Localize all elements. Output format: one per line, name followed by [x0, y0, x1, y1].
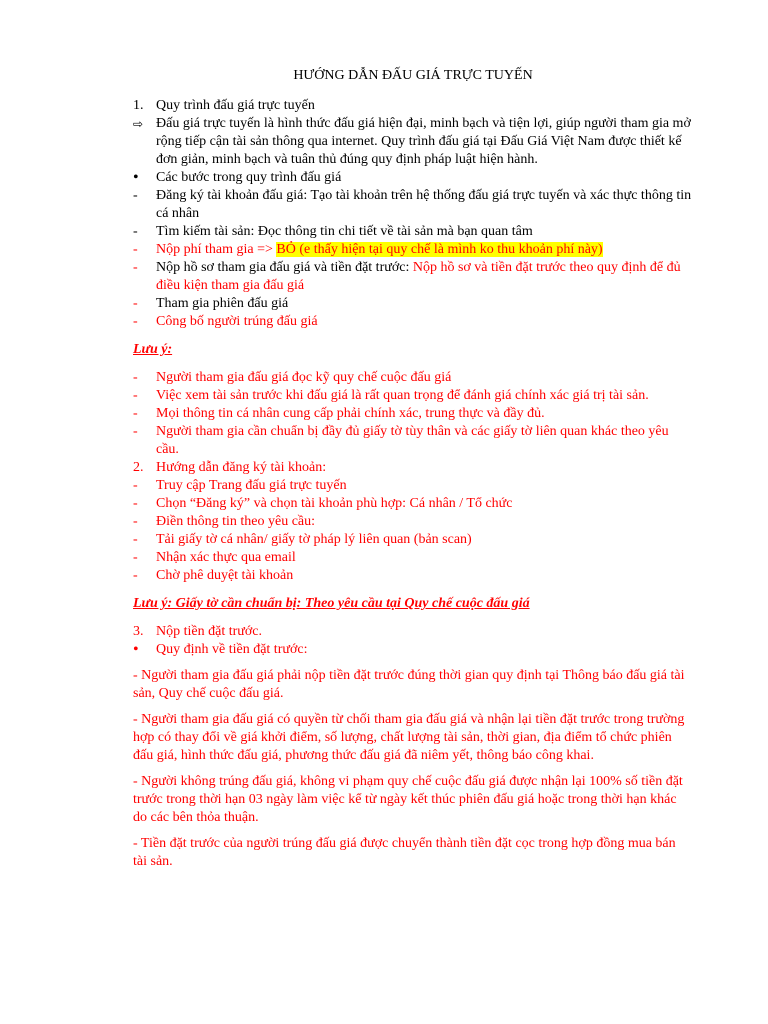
- list-item: [133, 241, 693, 259]
- page-title: HƯỚNG DẪN ĐẤU GIÁ TRỰC TUYẾN: [293, 68, 533, 83]
- dash-marker: -: [133, 242, 138, 257]
- list-item: [133, 295, 693, 313]
- dash-marker: -: [133, 388, 138, 403]
- register-step-text: Tải giấy tờ cá nhân/ giấy tờ pháp lý liên quan (bản scan): [156, 532, 472, 547]
- dash-marker: -: [133, 314, 138, 329]
- step-text: Tham gia phiên đấu giá: [156, 296, 289, 311]
- section-3-heading: [133, 623, 693, 641]
- list-item: [133, 477, 693, 495]
- bullet-icon: •: [133, 169, 139, 186]
- dash-marker: -: [133, 496, 138, 511]
- step-text: Nộp hồ sơ tham gia đấu giá và tiền đặt trước:: [156, 260, 413, 275]
- list-item: [133, 369, 693, 387]
- list-item: [133, 495, 693, 513]
- register-step-text: Chờ phê duyệt tài khoản: [156, 568, 294, 583]
- note-text: Mọi thông tin cá nhân cung cấp phải chính xác, trung thực và đầy đủ.: [156, 406, 545, 421]
- dash-marker: -: [133, 532, 138, 547]
- intro-paragraph: [133, 115, 693, 169]
- dash-marker: -: [133, 370, 138, 385]
- dash-marker: -: [133, 296, 138, 311]
- list-item: [133, 387, 693, 405]
- deposit-rules-text: Quy định về tiền đặt trước:: [156, 642, 308, 657]
- dash-marker: -: [133, 550, 138, 565]
- list-item: [133, 567, 693, 585]
- section-2-heading: [133, 459, 693, 477]
- list-item: [133, 423, 693, 459]
- section-heading-text: Nộp tiền đặt trước.: [156, 624, 262, 639]
- list-number: 3.: [133, 624, 144, 639]
- steps-heading-text: Các bước trong quy trình đấu giá: [156, 170, 342, 185]
- dash-marker: -: [133, 406, 138, 421]
- deposit-paragraph: - Tiền đặt trước của người trúng đấu giá được chuyển thành tiền đặt cọc trong hợp đồng mua bán tài sản.: [133, 836, 676, 869]
- dash-marker: -: [133, 424, 138, 439]
- bullet-icon: •: [133, 641, 139, 658]
- note-text: Người tham gia đấu giá đọc kỹ quy chế cuộc đấu giá: [156, 370, 452, 385]
- dash-marker: -: [133, 224, 138, 239]
- step-text: Công bố người trúng đấu giá: [156, 314, 318, 329]
- document-page: [133, 67, 693, 879]
- step-text: Nộp phí tham gia =>: [156, 242, 277, 257]
- note-list: [133, 369, 693, 585]
- dash-marker: -: [133, 514, 138, 529]
- register-step-text: Điền thông tin theo yêu cầu:: [156, 514, 316, 529]
- list-item: [133, 513, 693, 531]
- intro-text: Đấu giá trực tuyến là hình thức đấu giá hiện đại, minh bạch và tiện lợi, giúp người tham gia mở rộng tiếp cận tài sản thông qua internet. Quy trình đấu giá tại Đấu Giá Việt Nam được thiết kế đơn giản, minh bạch và tuân thủ đúng quy định pháp luật hiện hành.: [156, 116, 691, 167]
- list-item: [133, 223, 693, 241]
- section-heading-text: Quy trình đấu giá trực tuyến: [156, 98, 315, 113]
- steps-heading: [133, 169, 693, 187]
- note-text: Việc xem tài sản trước khi đấu giá là rất quan trọng để đánh giá chính xác giá trị tài sản.: [156, 388, 649, 403]
- register-step-text: Truy cập Trang đấu giá trực tuyến: [156, 478, 347, 493]
- deposit-paragraph: - Người tham gia đấu giá có quyền từ chối tham gia đấu giá và nhận lại tiền đặt trước trong trường hợp có thay đổi về giá khởi điểm, số lượng, chất lượng tài sản, thời gian, địa điểm tổ chức phiên đấu giá, hình thức đấu giá, phương thức đấu giá đã niêm yết, thông báo công khai.: [133, 712, 685, 763]
- list-item: [133, 531, 693, 549]
- step-text: Đăng ký tài khoản đấu giá: Tạo tài khoản trên hệ thống đấu giá trực tuyến và xác thực thông tin cá nhân: [156, 188, 692, 221]
- list-item: [133, 313, 693, 331]
- step-text: Tìm kiếm tài sản: Đọc thông tin chi tiết về tài sản mà bạn quan tâm: [156, 224, 533, 239]
- deposit-paragraph: - Người không trúng đấu giá, không vi phạm quy chế cuộc đấu giá được nhận lại 100% số tiền đặt trước trong thời hạn 03 ngày làm việc kể từ ngày kết thúc phiên đấu giá hoặc trong thời hạn khác do các bên thỏa thuận.: [133, 774, 683, 825]
- note-label: Lưu ý:: [133, 342, 173, 357]
- section-3: [133, 623, 693, 871]
- list-number: 1.: [133, 98, 144, 113]
- register-step-text: Chọn “Đăng ký” và chọn tài khoản phù hợp: Cá nhân / Tổ chức: [156, 496, 513, 511]
- list-item: [133, 259, 693, 295]
- section-heading-text: Hướng dẫn đăng ký tài khoản:: [156, 460, 327, 475]
- dash-marker: -: [133, 568, 138, 583]
- register-step-text: Nhận xác thực qua email: [156, 550, 296, 565]
- arrow-right-icon: ⇨: [133, 117, 144, 131]
- highlighted-comment: BỎ (e thấy hiện tại quy chế là mình ko thu khoản phí này): [276, 242, 603, 257]
- note-documents-required: Lưu ý: Giấy tờ cần chuẩn bị: Theo yêu cầu tại Quy chế cuộc đấu giá: [133, 596, 530, 611]
- deposit-paragraph: - Người tham gia đấu giá phải nộp tiền đặt trước đúng thời gian quy định tại Thông báo đấu giá tài sản, Quy chế cuộc đấu giá.: [133, 668, 685, 701]
- section-1-heading: [133, 97, 693, 115]
- dash-marker: -: [133, 478, 138, 493]
- list-number: 2.: [133, 460, 144, 475]
- list-item: [133, 187, 693, 223]
- note-text: Người tham gia cần chuẩn bị đầy đủ giấy tờ tùy thân và các giấy tờ liên quan khác theo yêu cầu.: [156, 424, 669, 457]
- dash-marker: -: [133, 188, 138, 203]
- list-item: [133, 405, 693, 423]
- dash-marker: -: [133, 260, 138, 275]
- list-item: [133, 549, 693, 567]
- step-red-text: Nộp hồ sơ và tiền đặt trước theo quy định để đủ điều kiện tham gia đấu giá: [156, 260, 681, 293]
- deposit-rules-heading: [133, 641, 693, 659]
